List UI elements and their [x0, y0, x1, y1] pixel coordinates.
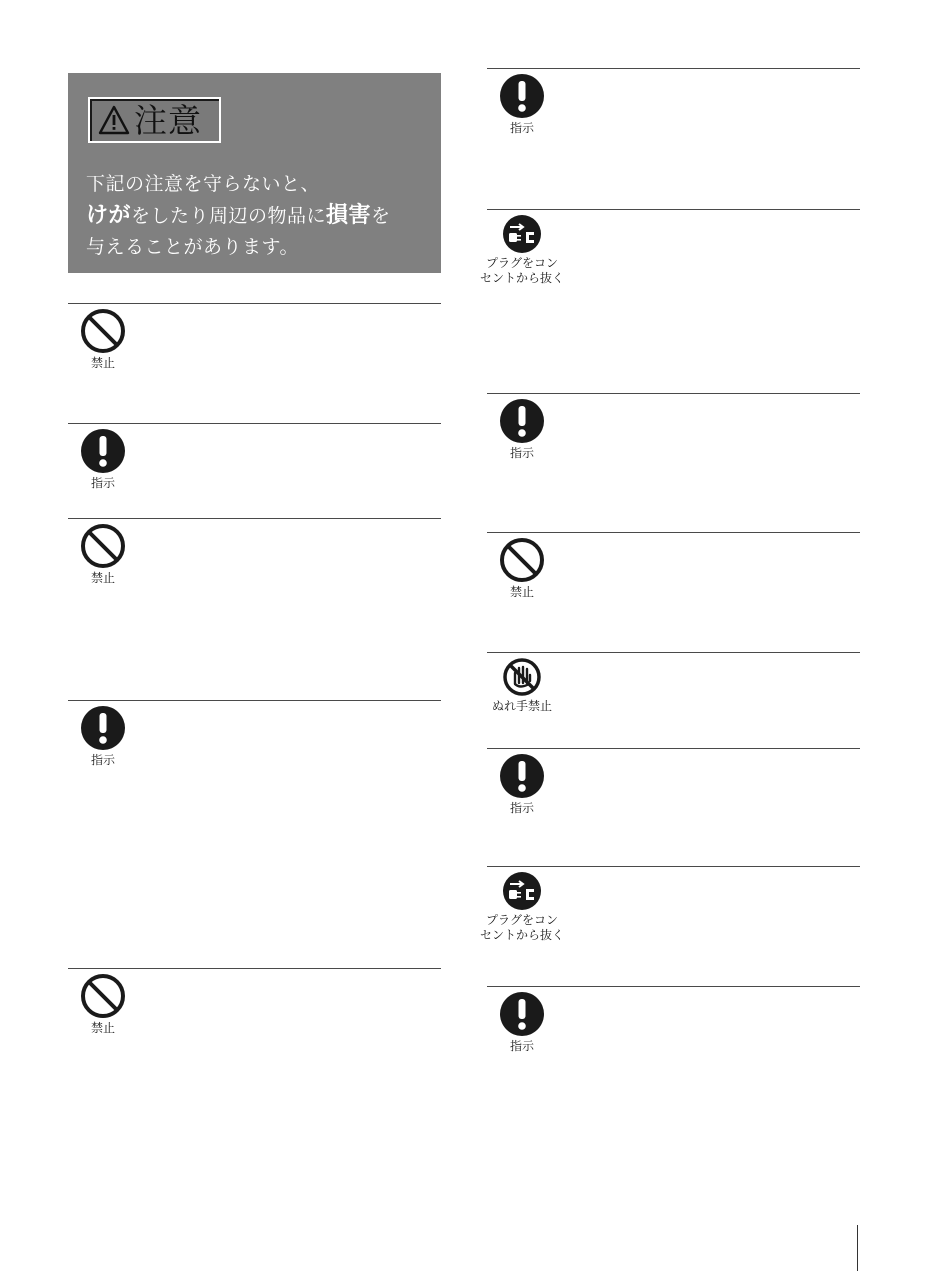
instruction-icon	[499, 991, 545, 1037]
instruction-icon	[80, 428, 126, 474]
page-edge-marker	[857, 1225, 858, 1271]
caution-title-text: 注意	[134, 100, 202, 140]
safety-entry	[58, 973, 148, 1036]
divider	[68, 423, 441, 424]
safety-entry	[477, 398, 567, 461]
safety-entry	[477, 657, 567, 714]
prohibition-icon	[80, 523, 126, 569]
prohibition-icon	[80, 308, 126, 354]
safety-entry	[58, 428, 148, 491]
unplug-icon	[502, 214, 542, 254]
entry-label: ぬれ手禁止	[491, 699, 552, 713]
divider	[68, 518, 441, 519]
safety-entry	[477, 753, 567, 816]
safety-entry	[477, 991, 567, 1054]
divider	[487, 68, 860, 69]
instruction-icon	[499, 398, 545, 444]
divider	[487, 209, 860, 210]
safety-entry	[58, 523, 148, 586]
entry-label: 指示	[509, 121, 534, 135]
no-wet-hands-icon	[502, 657, 542, 697]
entry-label: プラグをコン セントから抜く	[479, 913, 564, 942]
caution-damage-word: 損害	[326, 203, 372, 228]
unplug-icon	[502, 871, 542, 911]
safety-entry	[58, 308, 148, 371]
safety-entry	[477, 214, 567, 286]
divider	[68, 700, 441, 701]
caution-line-2: けがをしたり周辺の物品に損害を	[86, 203, 391, 228]
caution-line-3: 与えることがあります。	[86, 236, 299, 258]
divider	[487, 866, 860, 867]
entry-label: 指示	[509, 446, 534, 460]
divider	[487, 986, 860, 987]
instruction-icon	[80, 705, 126, 751]
entry-label: 禁止	[90, 571, 115, 585]
safety-entry	[477, 871, 567, 943]
safety-entry	[477, 537, 567, 600]
safety-entry	[477, 73, 567, 136]
entry-label: プラグをコン セントから抜く	[479, 256, 564, 285]
entry-label: 指示	[90, 476, 115, 490]
divider	[68, 303, 441, 304]
divider	[487, 748, 860, 749]
entry-label: 禁止	[90, 1021, 115, 1035]
warning-triangle-icon	[98, 105, 130, 135]
safety-entry	[58, 705, 148, 768]
prohibition-icon	[80, 973, 126, 1019]
entry-label: 禁止	[90, 356, 115, 370]
divider	[68, 968, 441, 969]
caution-heading	[88, 97, 221, 143]
caution-line-1: 下記の注意を守らないと、	[86, 173, 321, 195]
divider	[487, 652, 860, 653]
instruction-icon	[499, 73, 545, 119]
caution-injury-word: けが	[86, 203, 132, 228]
entry-label: 指示	[509, 801, 534, 815]
divider	[487, 393, 860, 394]
entry-label: 指示	[509, 1039, 534, 1053]
caution-description	[86, 169, 426, 263]
entry-label: 指示	[90, 753, 115, 767]
prohibition-icon	[499, 537, 545, 583]
divider	[487, 532, 860, 533]
entry-label: 禁止	[509, 585, 534, 599]
instruction-icon	[499, 753, 545, 799]
caution-panel	[68, 73, 441, 273]
